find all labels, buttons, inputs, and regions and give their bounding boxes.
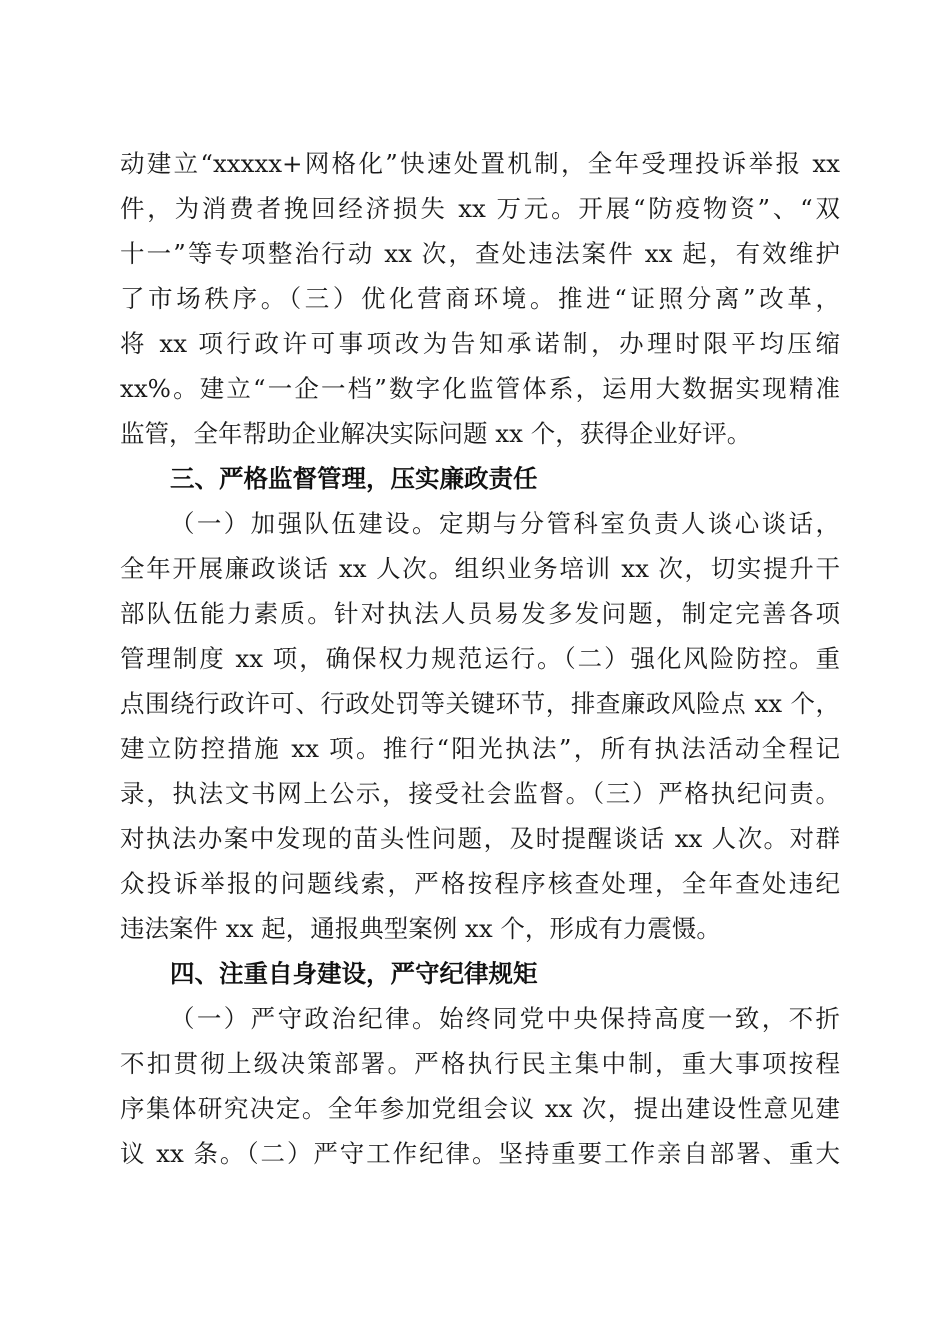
paragraph-line: 部队伍能力素质。针对执法人员易发多发问题，制定完善各项 bbox=[120, 599, 840, 628]
paragraph-line: （一）加强队伍建设。定期与分管科室负责人谈心谈话， bbox=[170, 509, 840, 538]
paragraph-line: 违法案件 xx 起，通报典型案例 xx 个，形成有力震慑。 bbox=[120, 914, 721, 943]
paragraph-line: （一）严守政治纪律。始终同党中央保持高度一致，不折 bbox=[170, 1004, 840, 1033]
paragraph-line: 建立防控措施 xx 项。推行“阳光执法”，所有执法活动全程记 bbox=[120, 734, 840, 763]
paragraph-line: 动建立“xxxxx+网格化”快速处置机制，全年受理投诉举报 xx bbox=[120, 149, 840, 178]
paragraph-line: 全年开展廉政谈话 xx 人次。组织业务培训 xx 次，切实提升干 bbox=[120, 554, 840, 583]
paragraph-line: 不扣贯彻上级决策部署。严格执行民主集中制，重大事项按程 bbox=[120, 1049, 840, 1078]
paragraph-line: 了市场秩序。（三）优化营商环境。推进“证照分离”改革， bbox=[120, 284, 840, 313]
paragraph-line: 十一”等专项整治行动 xx 次，查处违法案件 xx 起，有效维护 bbox=[120, 239, 840, 268]
paragraph-line: 众投诉举报的问题线索，严格按程序核查处理，全年查处违纪 bbox=[120, 869, 840, 898]
paragraph-line: xx%。建立“一企一档”数字化监管体系，运用大数据实现精准 bbox=[120, 374, 840, 403]
paragraph-line: 件，为消费者挽回经济损失 xx 万元。开展“防疫物资”、“双 bbox=[120, 194, 840, 223]
paragraph-line: 对执法办案中发现的苗头性问题，及时提醒谈话 xx 人次。对群 bbox=[120, 824, 840, 853]
section-heading: 四、注重自身建设，严守纪律规矩 bbox=[170, 959, 538, 988]
paragraph-line: 序集体研究决定。全年参加党组会议 xx 次，提出建设性意见建 bbox=[120, 1094, 840, 1123]
paragraph-line: 议 xx 条。（二）严守工作纪律。坚持重要工作亲自部署、重大 bbox=[120, 1139, 840, 1168]
paragraph-line: 点围绕行政许可、行政处罚等关键环节，排查廉政风险点 xx 个， bbox=[120, 689, 840, 718]
paragraph-line: 将 xx 项行政许可事项改为告知承诺制，办理时限平均压缩 bbox=[120, 329, 840, 358]
paragraph-line: 管理制度 xx 项，确保权力规范运行。（二）强化风险防控。重 bbox=[120, 644, 840, 673]
section-heading: 三、严格监督管理，压实廉政责任 bbox=[170, 464, 538, 493]
paragraph-line: 监管，全年帮助企业解决实际问题 xx 个，获得企业好评。 bbox=[120, 419, 752, 448]
paragraph-line: 录，执法文书网上公示，接受社会监督。（三）严格执纪问责。 bbox=[120, 779, 840, 808]
